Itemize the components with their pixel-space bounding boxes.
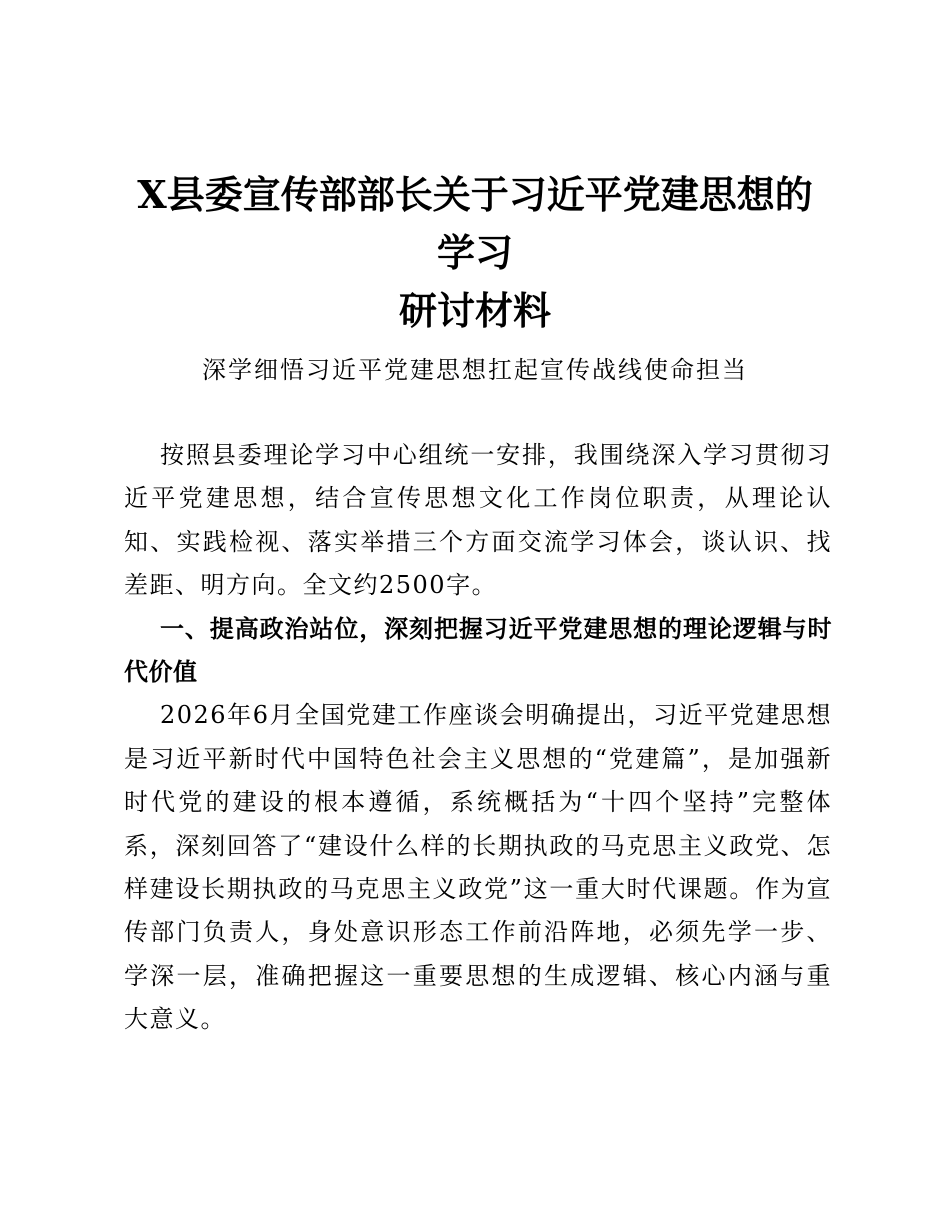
section-heading-1: 一、提高政治站位，深刻把握习近平党建思想的理论逻辑与时代价值 (124, 614, 832, 687)
body-paragraph: 2026年6月全国党建工作座谈会明确提出，习近平党建思想是习近平新时代中国特色社会主义思想的“党建篇”，是加强新时代党的建设的根本遵循，系统概括为“十四个坚持”完整体系，深刻回答了“建设什么样的长期执政的马克思主义政党、怎样建设长期执政的马克思主义政党”这一重大时代课题。作为宣传部门负责人，身处意识形态工作前沿阵地，必须先学一步、学深一层，准确把握这一重要思想的生成逻辑、核心内涵与重大意义。 (124, 701, 832, 1034)
title-line-2: 研讨材料 (398, 288, 551, 333)
document-title (120, 166, 830, 340)
document-subtitle: 深学细悟习近平党建思想扛起宣传战线使命担当 (202, 356, 748, 384)
intro-paragraph: 按照县委理论学习中心组统一安排，我围绕深入学习贯彻习近平党建思想，结合宣传思想文化工作岗位职责，从理论认知、实践检视、落实举措三个方面交流学习体会，谈认识、找差距、明方向。全文约2500字。 (124, 441, 832, 600)
document-body (124, 434, 832, 1042)
title-line-1: X县委宣传部部长关于习近平党建思想的学习 (137, 172, 813, 275)
